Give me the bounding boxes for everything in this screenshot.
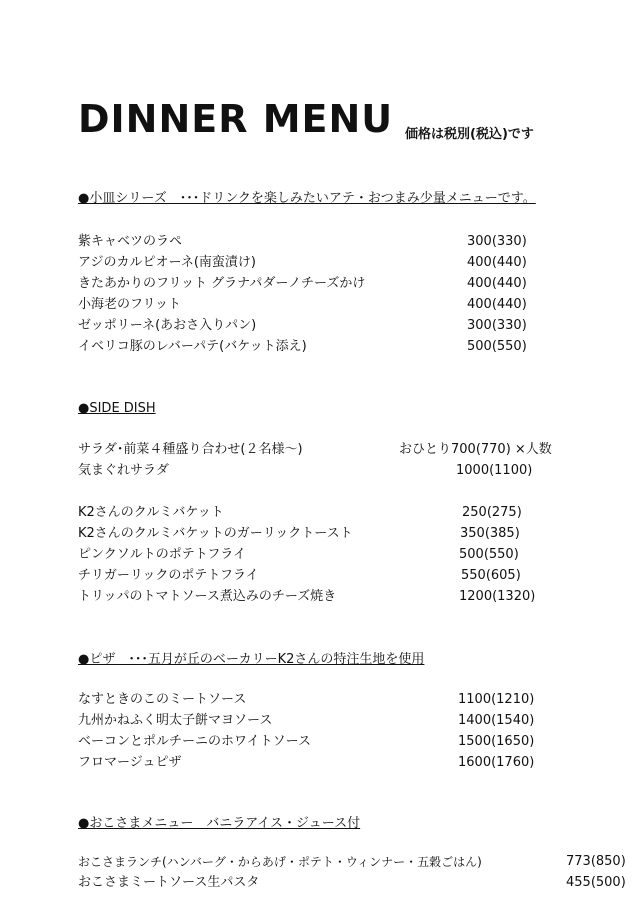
menu-item [78, 732, 638, 752]
menu-item-name: 九州かねふく明太子餅マヨソース [78, 713, 273, 728]
tax-note: 価格は税別(税込)です [405, 127, 534, 142]
menu-item [78, 295, 638, 315]
menu-item [78, 852, 638, 872]
menu-item-name: 紫キャベツのラペ [78, 234, 183, 249]
menu-item-price: 550(605) [461, 568, 521, 583]
menu-item-price: 300(330) [467, 234, 527, 249]
menu-item-price: 400(440) [467, 276, 527, 291]
menu-item-price: 300(330) [467, 318, 527, 333]
menu-item-name: アジのカルピオーネ(南蛮漬け) [78, 255, 256, 270]
menu-item-price: 400(440) [467, 255, 527, 270]
menu-item [78, 524, 638, 544]
menu-item-price: 1100(1210) [458, 692, 535, 707]
menu-item-price: 455(500) [566, 875, 626, 890]
menu-item [78, 711, 638, 731]
menu-item-name: サラダ･前菜４種盛り合わせ(２名様〜) [78, 442, 303, 457]
menu-item-price: 1500(1650) [458, 734, 535, 749]
menu-item-name: トリッパのトマトソース煮込みのチーズ焼き [78, 589, 337, 604]
menu-item-name: フロマージュピザ [78, 755, 182, 770]
menu-item [78, 274, 638, 294]
menu-item-price: 1000(1100) [456, 463, 533, 478]
menu-item [78, 461, 638, 481]
menu-item-price: 1200(1320) [459, 589, 536, 604]
menu-item [78, 253, 638, 273]
menu-item-name: K2さんのクルミバケット [78, 505, 224, 520]
menu-item [78, 587, 638, 607]
menu-item-name: きたあかりのフリット グラナパダーノチーズかけ [78, 276, 366, 291]
menu-title: DINNER MENU [78, 97, 394, 141]
menu-item [78, 566, 638, 586]
menu-item [78, 690, 638, 710]
section-heading-pizza: ●ピザ ･･･五月が丘のベーカリーK2さんの特注生地を使用 [78, 652, 425, 667]
menu-item-name: おこさまミートソース生パスタ [78, 875, 260, 890]
menu-item-price: 1400(1540) [458, 713, 535, 728]
menu-item-price: 250(275) [462, 505, 522, 520]
menu-item-name: K2さんのクルミバケットのガーリックトースト [78, 526, 353, 541]
menu-item-price: 773(850) [566, 854, 626, 869]
menu-item-price: 500(550) [467, 339, 527, 354]
menu-item-price: おひとり700(770) ×人数 [399, 442, 552, 457]
menu-item [78, 316, 638, 336]
menu-item-price: 400(440) [467, 297, 527, 312]
section-heading-small-plates: ●小皿シリーズ ･･･ドリンクを楽しみたいアテ・おつまみ少量メニューです。 [78, 191, 536, 206]
menu-item [78, 873, 638, 893]
menu-item [78, 503, 638, 523]
menu-item-name: ピンクソルトのポテトフライ [78, 547, 246, 562]
section-heading-kids-menu: ●おこさまメニュー バニラアイス・ジュース付 [78, 816, 361, 831]
menu-item-name: ゼッポリーネ(あおさ入りパン) [78, 318, 257, 333]
menu-item-price: 350(385) [460, 526, 520, 541]
menu-item [78, 545, 638, 565]
menu-item [78, 337, 638, 357]
menu-item-name: 小海老のフリット [78, 297, 181, 312]
menu-item-name: イベリコ豚のレバーパテ(バケット添え) [78, 339, 307, 354]
menu-item-name: なすときのこのミートソース [78, 692, 247, 707]
menu-item [78, 440, 638, 460]
menu-item-name: チリガーリックのポテトフライ [78, 568, 259, 583]
menu-item-name: おこさまランチ(ハンバーグ・からあげ・ポテト・ウィンナー・五穀ごはん) [78, 855, 482, 869]
menu-item [78, 232, 638, 252]
menu-item-price: 500(550) [459, 547, 519, 562]
section-heading-side-dish: ●SIDE DISH [78, 401, 156, 416]
menu-item-name: ベーコンとポルチーニのホワイトソース [78, 734, 311, 749]
menu-item [78, 753, 638, 773]
menu-item-name: 気まぐれサラダ [78, 463, 169, 478]
menu-item-price: 1600(1760) [458, 755, 535, 770]
